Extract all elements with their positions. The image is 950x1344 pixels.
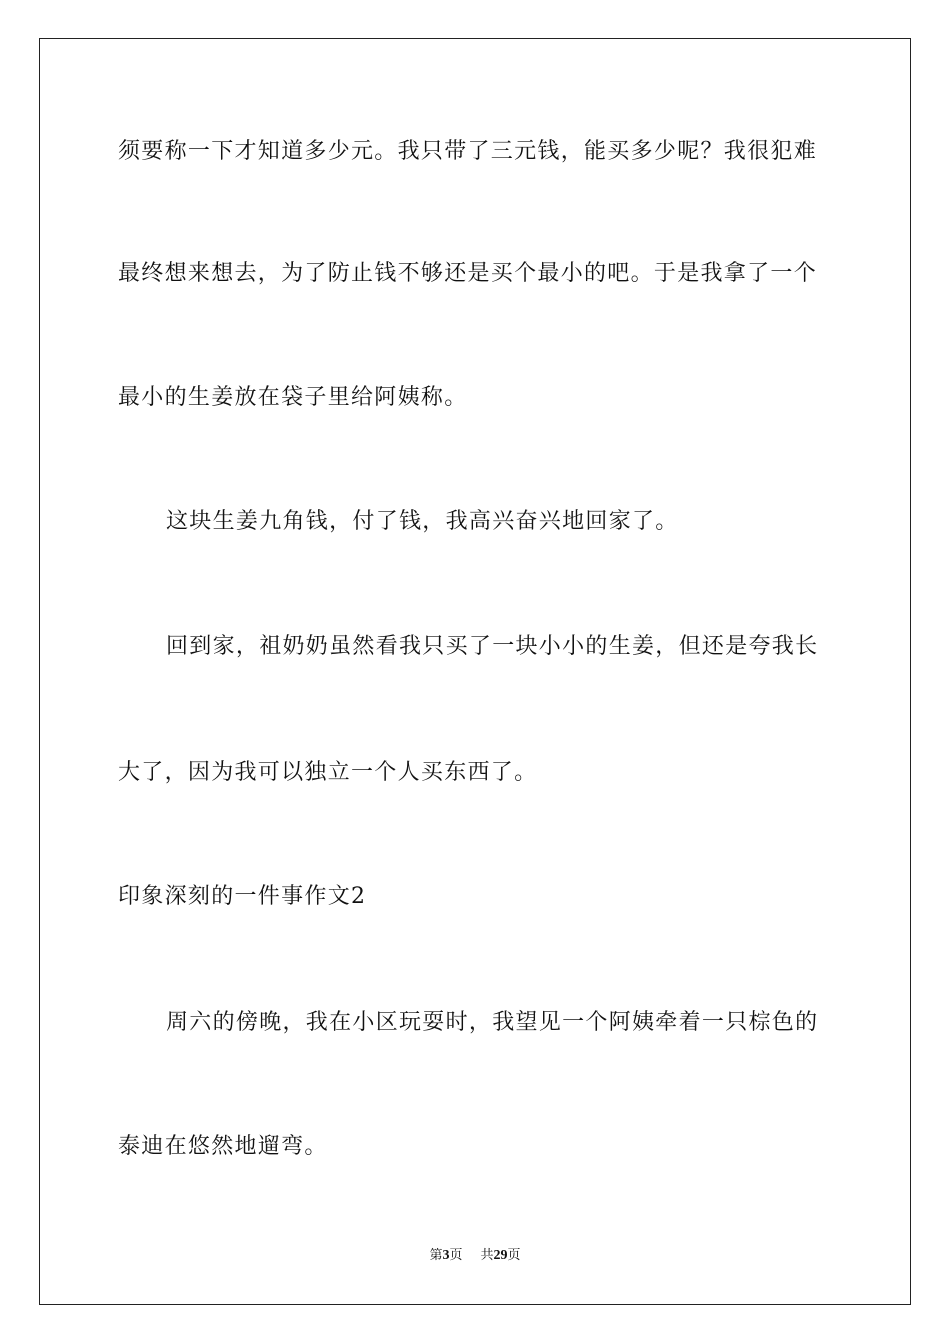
footer-page-number: 3 [442, 1248, 450, 1263]
footer-total-pages: 29 [493, 1248, 508, 1263]
footer-page-prefix: 第 [429, 1248, 443, 1263]
footer-page-suffix: 页 [449, 1248, 463, 1263]
paragraph-line-2: 最终想来想去，为了防止钱不够还是买个最小的吧。于是我拿了一个 [118, 261, 818, 286]
paragraph-line-4: 这块生姜九角钱，付了钱，我高兴奋兴地回家了。 [166, 509, 679, 534]
section-heading: 印象深刻的一件事作文2 [118, 884, 367, 909]
paragraph-line-7: 周六的傍晚，我在小区玩耍时，我望见一个阿姨牵着一只棕色的 [166, 1010, 819, 1035]
paragraph-line-5: 回到家，祖奶奶虽然看我只买了一块小小的生姜，但还是夸我长 [166, 634, 819, 659]
page-footer [0, 1247, 950, 1265]
paragraph-line-6: 大了，因为我可以独立一个人买东西了。 [118, 760, 538, 785]
footer-total-prefix: 共 [480, 1248, 494, 1263]
footer-total-suffix: 页 [507, 1248, 521, 1263]
paragraph-line-8: 泰迪在悠然地遛弯。 [118, 1134, 328, 1159]
page-border [39, 38, 911, 1305]
paragraph-line-3: 最小的生姜放在袋子里给阿姨称。 [118, 385, 468, 410]
paragraph-line-1: 须要称一下才知道多少元。我只带了三元钱，能买多少呢？我很犯难 [118, 139, 818, 164]
